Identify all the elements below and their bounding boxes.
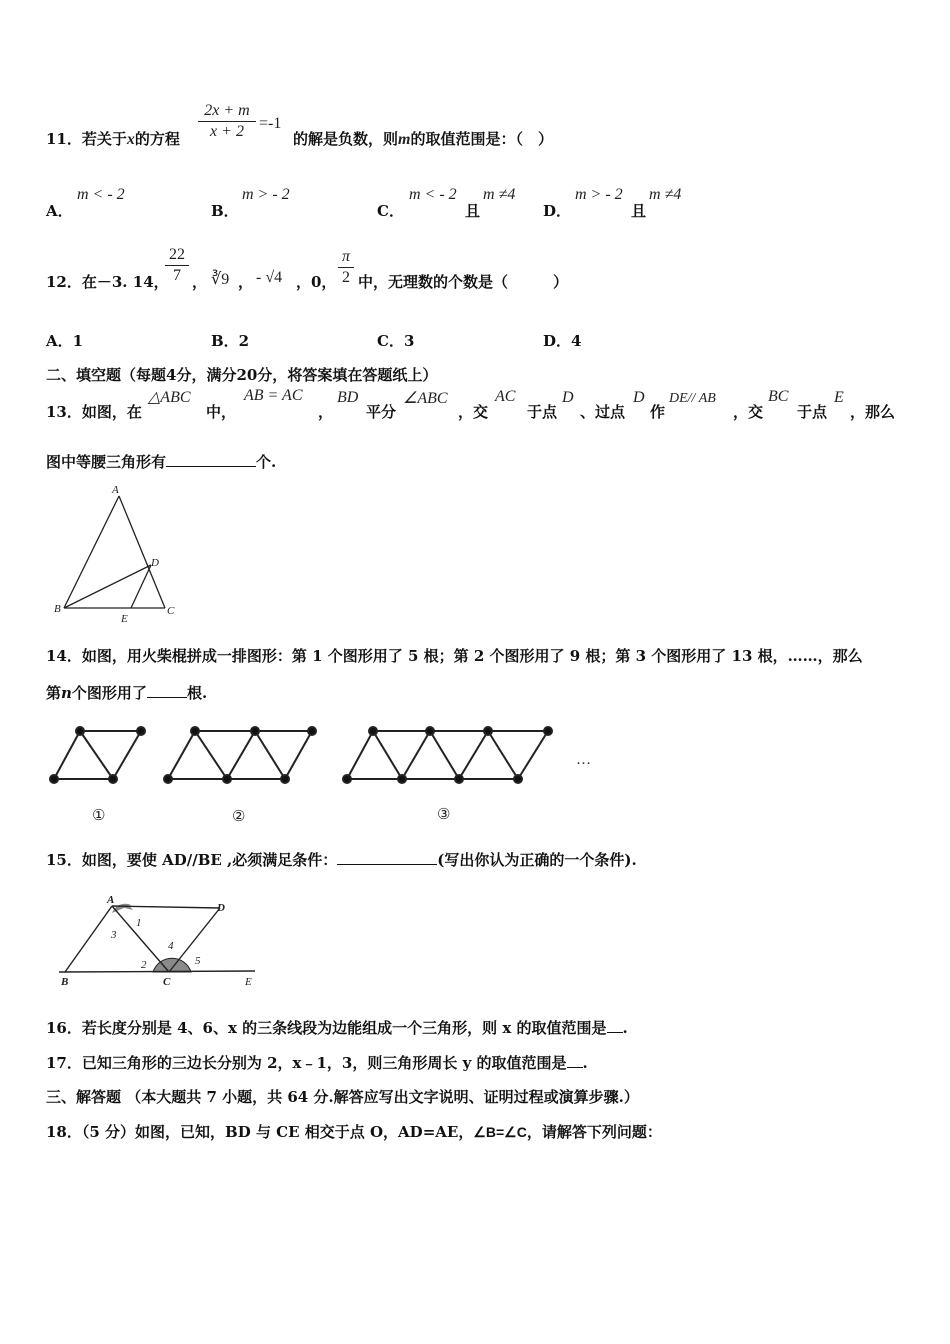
q14-figure-2 (164, 727, 316, 783)
q15-label-d: D (217, 902, 225, 914)
q14-line2: 第n个图形用了 根. (46, 684, 208, 702)
q13-p4: 平分 (366, 403, 397, 421)
q14-figure-1 (50, 727, 145, 783)
q14-answer-blank[interactable] (147, 683, 187, 698)
q13-label-a: A (112, 484, 119, 496)
q12-fraction-22-7: 22 7 (165, 246, 189, 285)
q12-zero: ，0， (296, 273, 337, 291)
q12-stem: 12．在－3. 14， (46, 273, 169, 291)
q13-p8: 作 (650, 403, 666, 421)
q12-cube-root: ∛9 (211, 271, 230, 288)
q11-option-a-label: A． (46, 202, 73, 220)
q13-p7: 、过点 (580, 403, 626, 421)
q13-p2: 中， (206, 403, 237, 421)
q14-label-1: ① (92, 808, 106, 824)
q13-p11: ，那么 (850, 403, 896, 421)
q12-option-c: C．3 (377, 332, 415, 350)
q11-stem-tail: 的解是负数，则m的取值范围是：（ ） (293, 130, 553, 148)
q11-option-c-expr: m < - 2 (409, 186, 457, 203)
q13-triangle: △ABC (148, 389, 191, 406)
q12-option-b: B．2 (211, 332, 250, 350)
q15-figure (55, 888, 265, 993)
q11-option-a-expr: m < - 2 (77, 186, 125, 203)
q13-p9: ，交 (733, 403, 764, 421)
q13-ac: AC (495, 388, 516, 405)
q13-d2: D (633, 389, 645, 406)
q11-option-b-expr: m > - 2 (242, 186, 290, 203)
q13-parallel: DE// AB (669, 391, 716, 406)
q13-e: E (834, 389, 844, 406)
q17-answer-blank[interactable] (567, 1053, 583, 1068)
q13-p6: 于点 (527, 403, 558, 421)
q14-label-3: ③ (437, 807, 451, 823)
q13-line2: 图中等腰三角形有 个. (46, 453, 277, 471)
q14-label-2: ② (232, 809, 246, 825)
section-2-heading: 二、填空题（每题4分，满分20分，将答案填在答题纸上） (46, 366, 438, 384)
q13-label-d: D (151, 557, 159, 569)
q13-answer-blank[interactable] (166, 452, 256, 467)
q12-neg-sqrt: - √4 (256, 269, 283, 286)
q13-label-e: E (121, 613, 128, 625)
q15-angle-2: 2 (141, 959, 147, 971)
q11-option-b-label: B． (211, 202, 239, 220)
q13-p10: 于点 (797, 403, 828, 421)
section-3-heading: 三、解答题 （本大题共 7 小题，共 64 分.解答应写出文字说明、证明过程或演算步骤.） (46, 1088, 639, 1106)
q17-stem: 17．已知三角形的三边长分别为 2，x﹣1，3，则三角形周长 y 的取值范围是 . (46, 1054, 588, 1072)
q12-sep2: ， (238, 273, 254, 291)
q14-line1: 14．如图，用火柴棍拼成一排图形：第 1 个图形用了 5 根；第 2 个图形用了 9 根；第 3 个图形用了 13 根，……，那么 (46, 647, 863, 665)
q14-figure-3 (343, 727, 552, 783)
q12-sep1: ， (192, 273, 208, 291)
q15-label-b: B (61, 976, 69, 988)
q15-angle-5: 5 (195, 955, 201, 967)
q13-label-c: C (167, 605, 175, 617)
q16-stem: 16．若长度分别是 4、6、x 的三条线段为边能组成一个三角形，则 x 的取值范围是 . (46, 1019, 628, 1037)
q16-answer-blank[interactable] (607, 1018, 623, 1033)
q15-angle-4: 4 (168, 940, 174, 952)
q12-stem-tail: 中，无理数的个数是（ ） (358, 273, 569, 291)
q15-label-a: A (107, 894, 115, 906)
q13-bc: BC (768, 388, 789, 405)
q13-angle: ∠ABC (403, 390, 448, 407)
q13-label-b: B (54, 603, 61, 615)
q13-p1: 13．如图，在 (46, 403, 142, 421)
q12-option-a: A．1 (46, 332, 84, 350)
q11-option-c-expr2: m ≠4 (483, 186, 516, 203)
q11-option-d-expr: m > - 2 (575, 186, 623, 203)
q11-option-d-expr2: m ≠4 (649, 186, 682, 203)
q15-answer-blank[interactable] (337, 850, 437, 865)
q15-angle-3: 3 (111, 929, 117, 941)
q11-stem: 11．若关于x的方程 (46, 130, 180, 148)
q11-rhs: =-1 (259, 115, 282, 132)
q13-equation: AB = AC (244, 387, 303, 404)
q15-angle-1: 1 (136, 917, 142, 929)
q13-d: D (562, 389, 574, 406)
q14-ellipsis: … (576, 752, 591, 768)
q12-fraction-pi-2: π 2 (338, 248, 354, 287)
q13-p3: ， (318, 403, 334, 421)
q13-bd: BD (337, 389, 359, 406)
q15-label-e: E (245, 976, 252, 988)
q11-option-c-label: C． (377, 202, 404, 220)
q13-figure (50, 480, 190, 625)
q18-stem: 18．（5 分）如图，已知，BD 与 CE 相交于点 O，AD=AE，∠B=∠C，请解答下列问题： (46, 1123, 662, 1141)
q11-option-d-and: 且 (631, 202, 647, 220)
q15-label-c: C (163, 976, 171, 988)
q13-p5: ，交 (458, 403, 489, 421)
q11-fraction: 2x + m x + 2 (198, 102, 256, 141)
q12-option-d: D．4 (543, 332, 582, 350)
q11-option-c-and: 且 (465, 202, 481, 220)
q14-figure (40, 720, 620, 835)
q11-option-d-label: D． (543, 202, 572, 220)
q15-stem: 15．如图，要使 AD//BE ,必须满足条件： (写出你认为正确的一个条件). (46, 851, 637, 869)
